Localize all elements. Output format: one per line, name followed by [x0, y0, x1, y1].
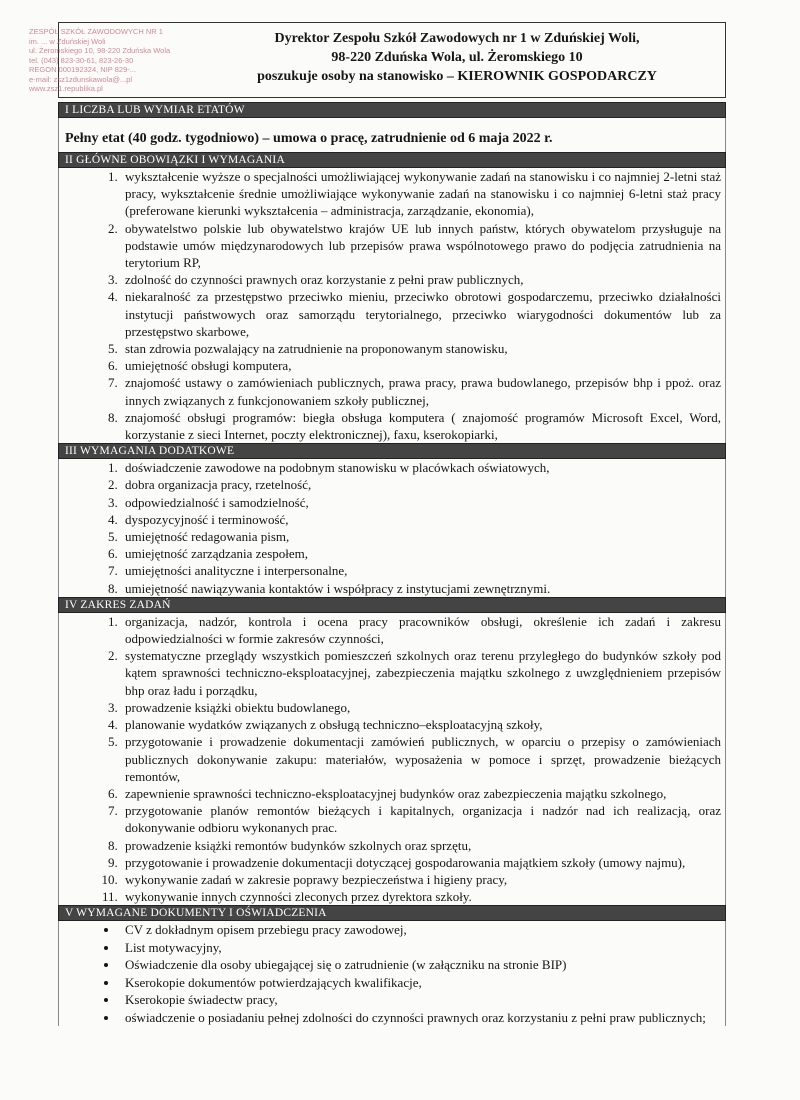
section-5-list	[59, 921, 725, 1026]
stamp-line: www.zsz1.republika.pl	[29, 84, 103, 93]
section-3-list	[59, 459, 725, 597]
section-1-title: I LICZBA LUB WYMIAR ETATÓW	[58, 102, 726, 118]
list-item: 1. wykształcenie wyższe o specjalności umożliwiającej wykonywanie zadań na stanowisku i co najmniej 2-letni staż pracy, wykształcenie średnie umożliwiające wykonywanie zadań na stanowisku i co najmniej 6-letni staż pracy (preferowane kierunki wykształcenia – administracja, zarządzanie, ekonomia),	[121, 168, 721, 220]
list-item: 4. planowanie wydatków związanych z obsługą techniczno–eksploatacyjną szkoły,	[121, 716, 721, 733]
list-item: 3. odpowiedzialność i samodzielność,	[121, 494, 721, 511]
list-item: 5. umiejętność redagowania pism,	[121, 528, 721, 545]
document-page	[29, 22, 726, 1026]
list-item: 1. organizacja, nadzór, kontrola i ocena pracy pracowników obsługi, określenie ich zadań i zakresu odpowiedzialności w formie zakresów czynności,	[121, 613, 721, 647]
list-item: • oświadczenie o posiadaniu pełnej zdolności do czynności prawnych oraz korzystaniu z pełni praw publicznych;	[119, 1009, 721, 1027]
section-4-title: IV ZAKRES ZADAŃ	[58, 597, 726, 613]
section-5-title: V WYMAGANE DOKUMENTY I OŚWIADCZENIA	[58, 905, 726, 921]
list-item: 6. umiejętność obsługi komputera,	[121, 357, 721, 374]
stamp-line: ZESPÓŁ SZKÓŁ ZAWODOWYCH NR 1	[29, 27, 163, 36]
list-item: • Kserokopie dokumentów potwierdzających kwalifikacje,	[119, 974, 721, 992]
list-item: 7. umiejętności analityczne i interpersonalne,	[121, 562, 721, 579]
stamp-line: im. ... w Zduńskiej Woli	[29, 36, 106, 46]
header-line-1: Dyrektor Zespołu Szkół Zawodowych nr 1 w Zduńskiej Woli,	[274, 31, 640, 46]
stamp-line: e-mail: zsz1zdunskawola@...pl	[29, 74, 133, 84]
header-box	[29, 22, 726, 98]
list-item: 1. doświadczenie zawodowe na podobnym stanowisku w placówkach oświatowych,	[121, 459, 721, 476]
list-item: 3. prowadzenie książki obiektu budowlanego,	[121, 699, 721, 716]
list-item: 5. przygotowanie i prowadzenie dokumentacji zamówień publicznych, w oparciu o przepisy o zamówieniach publicznych dokonywanie zakupu: materiałów, wyposażenia w pomoce i sprzęt, prowadzenie bieżących remontów,	[121, 733, 721, 785]
list-item: 5. stan zdrowia pozwalający na zatrudnienie na proponowanym stanowisku,	[121, 340, 721, 357]
list-item: 4. dyspozycyjność i terminowość,	[121, 511, 721, 528]
header-title	[209, 29, 705, 86]
list-item: 10. wykonywanie zadań w zakresie poprawy bezpieczeństwa i higieny pracy,	[121, 871, 721, 888]
list-item: 8. znajomość obsługi programów: biegła obsługa komputera ( znajomość programów Microsoft Excel, Word, korzystanie z sieci Internet, poczty elektronicznej), faxu, kserokopiarki,	[121, 409, 721, 443]
section-2-list	[59, 168, 725, 443]
list-item: • Kserokopie świadectw pracy,	[119, 991, 721, 1009]
employment-terms: Pełny etat (40 godz. tygodniowo) – umowa o pracę, zatrudnienie od 6 maja 2022 r.	[65, 131, 553, 146]
list-item: • CV z dokładnym opisem przebiegu pracy zawodowej,	[119, 921, 721, 939]
list-item: • Oświadczenie dla osoby ubiegającej się o zatrudnienie (w załączniku na stronie BIP)	[119, 956, 721, 974]
stamp-line: ul. Żeromskiego 10, 98-220 Zduńska Wola	[29, 46, 171, 55]
list-item: 7. znajomość ustawy o zamówieniach publicznych, prawa pracy, prawa budowlanego, przepisów bhp i ppoż. oraz innych związanych z funkcjonowaniem szkoły publicznej,	[121, 374, 721, 408]
list-item: 8. prowadzenie książki remontów budynków szkolnych oraz sprzętu,	[121, 837, 721, 854]
section-4-list	[59, 613, 725, 905]
stamp-line: REGON 000192324, NIP 829-...	[29, 65, 137, 74]
list-item: 6. umiejętność zarządzania zespołem,	[121, 545, 721, 562]
list-item: 11. wykonywanie innych czynności zleconych przez dyrektora szkoły.	[121, 888, 721, 905]
list-item: 8. umiejętność nawiązywania kontaktów i współpracy z instytucjami zewnętrznymi.	[121, 580, 721, 597]
stamp-line: tel. (043) 823-30-61, 823-26-30	[29, 55, 134, 65]
list-item: 3. zdolność do czynności prawnych oraz korzystanie z pełni praw publicznych,	[121, 271, 721, 288]
header-line-2: 98-220 Zduńska Wola, ul. Żeromskiego 10	[331, 50, 583, 65]
list-item: 2. dobra organizacja pracy, rzetelność,	[121, 476, 721, 493]
list-item: • List motywacyjny,	[119, 939, 721, 957]
section-2-title: II GŁÓWNE OBOWIĄZKI I WYMAGANIA	[58, 152, 726, 168]
list-item: 4. niekaralność za przestępstwo przeciwko mieniu, przeciwko obrotowi gospodarczemu, przeciwko działalności instytucji państwowych oraz samorządu terytorialnego, przeciwko wiarygodności dokumentów lub za przestępstwo skarbowe,	[121, 288, 721, 340]
list-item: 6. zapewnienie sprawności techniczno-eksploatacyjnej budynków oraz zabezpieczenia majątku szkolnego,	[121, 785, 721, 802]
list-item: 9. przygotowanie i prowadzenie dokumentacji dotyczącej gospodarowania majątkiem szkoły (umowy najmu),	[121, 854, 721, 871]
list-item: 7. przygotowanie planów remontów bieżących i kapitalnych, organizacja i nadzór nad ich realizacją, oraz dokonywanie odbioru wykonanych prac.	[121, 802, 721, 836]
section-3-title: III WYMAGANIA DODATKOWE	[58, 443, 726, 459]
list-item: 2. obywatelstwo polskie lub obywatelstwo krajów UE lub innych państw, których obywatelom przysługuje na podstawie umów międzynarodowych lub przepisów prawa wspólnotowego prawo do podjęcia zatrudnienia na terytorium RP,	[121, 220, 721, 272]
list-item: 2. systematyczne przeglądy wszystkich pomieszczeń szkolnych oraz terenu przyległego do budynków szkoły pod kątem sprawności techniczno-eksploatacyjnej, zabezpieczenia majątku szkolnego z uwzględnieniem przepisów bhp oraz ładu i porządku,	[121, 647, 721, 699]
header-line-3: poszukuje osoby na stanowisko – KIEROWNIK GOSPODARCZY	[257, 69, 657, 84]
school-stamp	[29, 27, 229, 94]
